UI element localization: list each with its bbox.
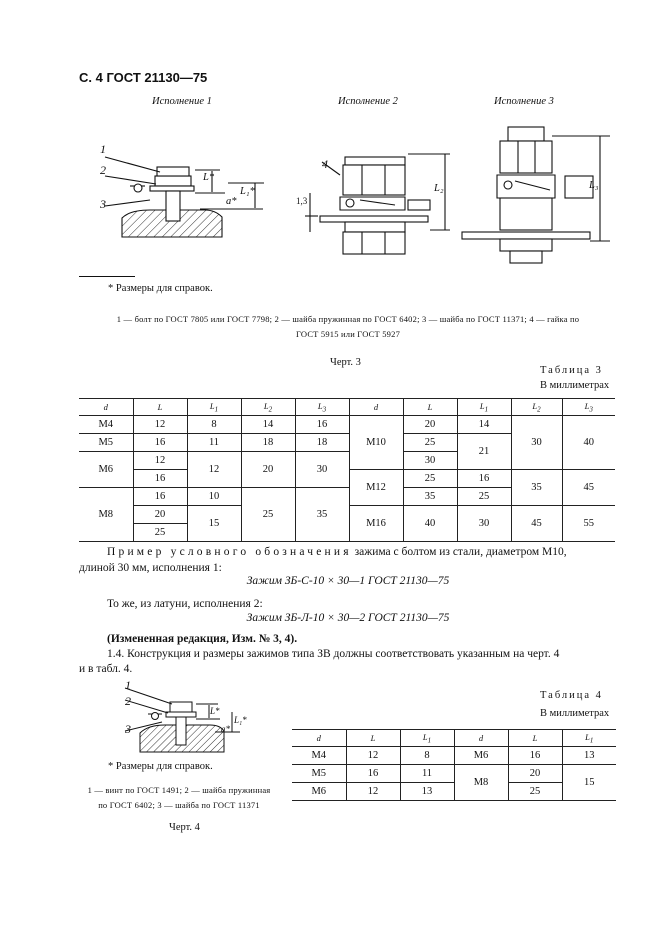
p14-line1: 1.4. Конструкция и размеры зажимов типа ЗВ должны соответствовать указанным на черт. 4: [107, 648, 560, 660]
footnote-rule: [79, 276, 135, 277]
th-L3-2: $L_3$: [562, 399, 615, 416]
table4: [292, 729, 616, 801]
v2-plate: [320, 216, 428, 222]
cell: M8: [79, 488, 133, 542]
th-L3: $L_3$: [295, 399, 349, 416]
cell: 16: [133, 488, 187, 506]
cell: 12: [346, 783, 400, 801]
cell: 8: [400, 747, 454, 765]
cell: M8: [454, 765, 508, 801]
cell: 20: [133, 506, 187, 524]
cell: 16: [133, 470, 187, 488]
variant-2-label: Исполнение 2: [338, 96, 398, 107]
cell: 45: [511, 506, 562, 542]
cell: M6: [292, 783, 346, 801]
v1-bolt-shank: [166, 191, 180, 221]
cell: 12: [346, 747, 400, 765]
cell: 30: [457, 506, 511, 542]
table4-units: В миллиметрах: [540, 708, 610, 719]
v1-washer: [150, 186, 194, 191]
cell: 14: [457, 416, 511, 434]
page-header: С. 4 ГОСТ 21130—75: [79, 70, 208, 85]
variant-1-label: Исполнение 1: [152, 96, 212, 107]
fig3-callout-4: 4: [322, 157, 328, 171]
cell: 16: [133, 434, 187, 452]
cell: 20: [403, 416, 457, 434]
cell: 30: [295, 452, 349, 488]
th-d: d: [79, 399, 133, 416]
fig3-callout-3: 3: [100, 197, 106, 211]
cell: 55: [562, 506, 615, 542]
cell: 30: [403, 452, 457, 470]
example-paragraph: [107, 544, 617, 560]
cell: 20: [241, 452, 295, 488]
fig3-dim-L2: L₂: [434, 183, 444, 194]
th-L: L: [133, 399, 187, 416]
v3-bolt-top: [508, 127, 544, 141]
fig4-callout-3: 3: [125, 722, 131, 736]
cell: 13: [562, 747, 616, 765]
table3-header-row: [79, 399, 615, 416]
fig3-dim-a: a*: [226, 196, 237, 207]
cell: 16: [508, 747, 562, 765]
fig3-dim-13: 1,3: [296, 196, 308, 206]
fig4-legend-line2: по ГОСТ 6402; 3 — шайба по ГОСТ 11371: [98, 800, 260, 810]
cell: 13: [400, 783, 454, 801]
fig3-legend-line2: ГОСТ 5915 или ГОСТ 5927: [295, 329, 401, 339]
fig4-callout-2: 2: [125, 694, 131, 708]
cell: M12: [349, 470, 403, 506]
cell: M4: [292, 747, 346, 765]
cell: 16: [457, 470, 511, 488]
fig4-callout-1: 1: [125, 678, 131, 692]
th-L1-2: $L_1$: [562, 730, 616, 747]
table4-title: Таблица 4: [540, 690, 603, 701]
table3-title: Таблица 3: [540, 365, 603, 376]
v3-nut: [500, 141, 552, 173]
cell: 25: [457, 488, 511, 506]
cell: 11: [187, 434, 241, 452]
figure-3-drawing: [0, 115, 661, 275]
cell: M5: [292, 765, 346, 783]
formula-2: Зажим ЗБ-Л-10 × 30—2 ГОСТ 21130—75: [246, 612, 450, 624]
fig3-callout-1: 1: [100, 142, 106, 156]
cell: 12: [133, 452, 187, 470]
p14-line2: и в табл. 4.: [79, 663, 133, 675]
cell: 15: [562, 765, 616, 801]
v1-bolt-head: [155, 176, 191, 186]
fig3-dim-L1: L₁*: [240, 186, 255, 197]
fig4-legend-line1: 1 — винт по ГОСТ 1491; 2 — шайба пружинная: [87, 785, 271, 795]
fig3-footnote: * Размеры для справок.: [108, 283, 213, 294]
cell: 16: [346, 765, 400, 783]
fig3-legend-line1: 1 — болт по ГОСТ 7805 или ГОСТ 7798; 2 — шайба пружинная по ГОСТ 6402; 3 — шайба по ГОСТ 11371; 4 — гайка по: [116, 314, 580, 324]
fig4-caption: Черт. 4: [169, 822, 200, 833]
cell: 25: [133, 524, 187, 542]
th-d: d: [292, 730, 346, 747]
cell: 25: [403, 470, 457, 488]
cell: 35: [511, 470, 562, 506]
table3-units: В миллиметрах: [540, 380, 610, 391]
table-row: [79, 416, 615, 434]
cell: 8: [187, 416, 241, 434]
cell: 40: [403, 506, 457, 542]
th-L-2: L: [508, 730, 562, 747]
cell: 35: [295, 488, 349, 542]
cell: 10: [187, 488, 241, 506]
cell: 15: [187, 506, 241, 542]
formula-1: Зажим ЗБ-С-10 × 30—1 ГОСТ 21130—75: [246, 575, 450, 587]
cell: 12: [187, 452, 241, 488]
th-L-2: L: [403, 399, 457, 416]
cell: 11: [400, 765, 454, 783]
cell: 16: [295, 416, 349, 434]
cell: 25: [241, 488, 295, 542]
cell: M6: [79, 452, 133, 488]
th-L2-2: $L_2$: [511, 399, 562, 416]
fig3-dim-L3: L₃: [589, 180, 599, 191]
cell: 45: [562, 470, 615, 506]
fig4-dim-L: L*: [210, 706, 220, 716]
table-row: [292, 747, 616, 765]
cell: 14: [241, 416, 295, 434]
v2-nut-top: [345, 157, 405, 165]
th-d-2: d: [454, 730, 508, 747]
cell: 30: [511, 416, 562, 470]
example-lead: Пример условного обозначения: [107, 546, 352, 558]
cell: 35: [403, 488, 457, 506]
table4-header-row: [292, 730, 616, 747]
fig4-dim-L1: L₁*: [234, 715, 247, 725]
fig3-callout-2: 2: [100, 163, 106, 177]
th-L: L: [346, 730, 400, 747]
amendment-note: (Измененная редакция, Изм. № 3, 4).: [107, 633, 298, 645]
th-L1: $L_1$: [400, 730, 454, 747]
cell: 20: [508, 765, 562, 783]
fig4-footnote: * Размеры для справок.: [108, 761, 213, 772]
table-row: [292, 765, 616, 783]
variant-3-label: Исполнение 3: [494, 96, 554, 107]
v2-nut: [343, 165, 405, 195]
cell: 25: [508, 783, 562, 801]
cell: 25: [403, 434, 457, 452]
cell: 18: [241, 434, 295, 452]
cell: 21: [457, 434, 511, 470]
fig3-caption: Черт. 3: [330, 357, 361, 368]
th-L1-2: $L_1$: [457, 399, 511, 416]
cell: M10: [349, 416, 403, 470]
v3-plate: [462, 232, 590, 239]
th-d-2: d: [349, 399, 403, 416]
cell: M5: [79, 434, 133, 452]
cell: 12: [133, 416, 187, 434]
cell: M6: [454, 747, 508, 765]
table3: [79, 398, 615, 542]
fig3-dim-L: L*: [203, 172, 215, 183]
cell: 18: [295, 434, 349, 452]
cell: 40: [562, 416, 615, 470]
example-rest: зажима с болтом из стали, диаметром М10,: [351, 546, 567, 558]
fig4-dim-a: a*: [221, 724, 230, 734]
th-L2: $L_2$: [241, 399, 295, 416]
cell: M16: [349, 506, 403, 542]
cell: M4: [79, 416, 133, 434]
same-text: То же, из латуни, исполнения 2:: [107, 598, 263, 610]
example-line2: длиной 30 мм, исполнения 1:: [79, 562, 222, 574]
th-L1: $L_1$: [187, 399, 241, 416]
